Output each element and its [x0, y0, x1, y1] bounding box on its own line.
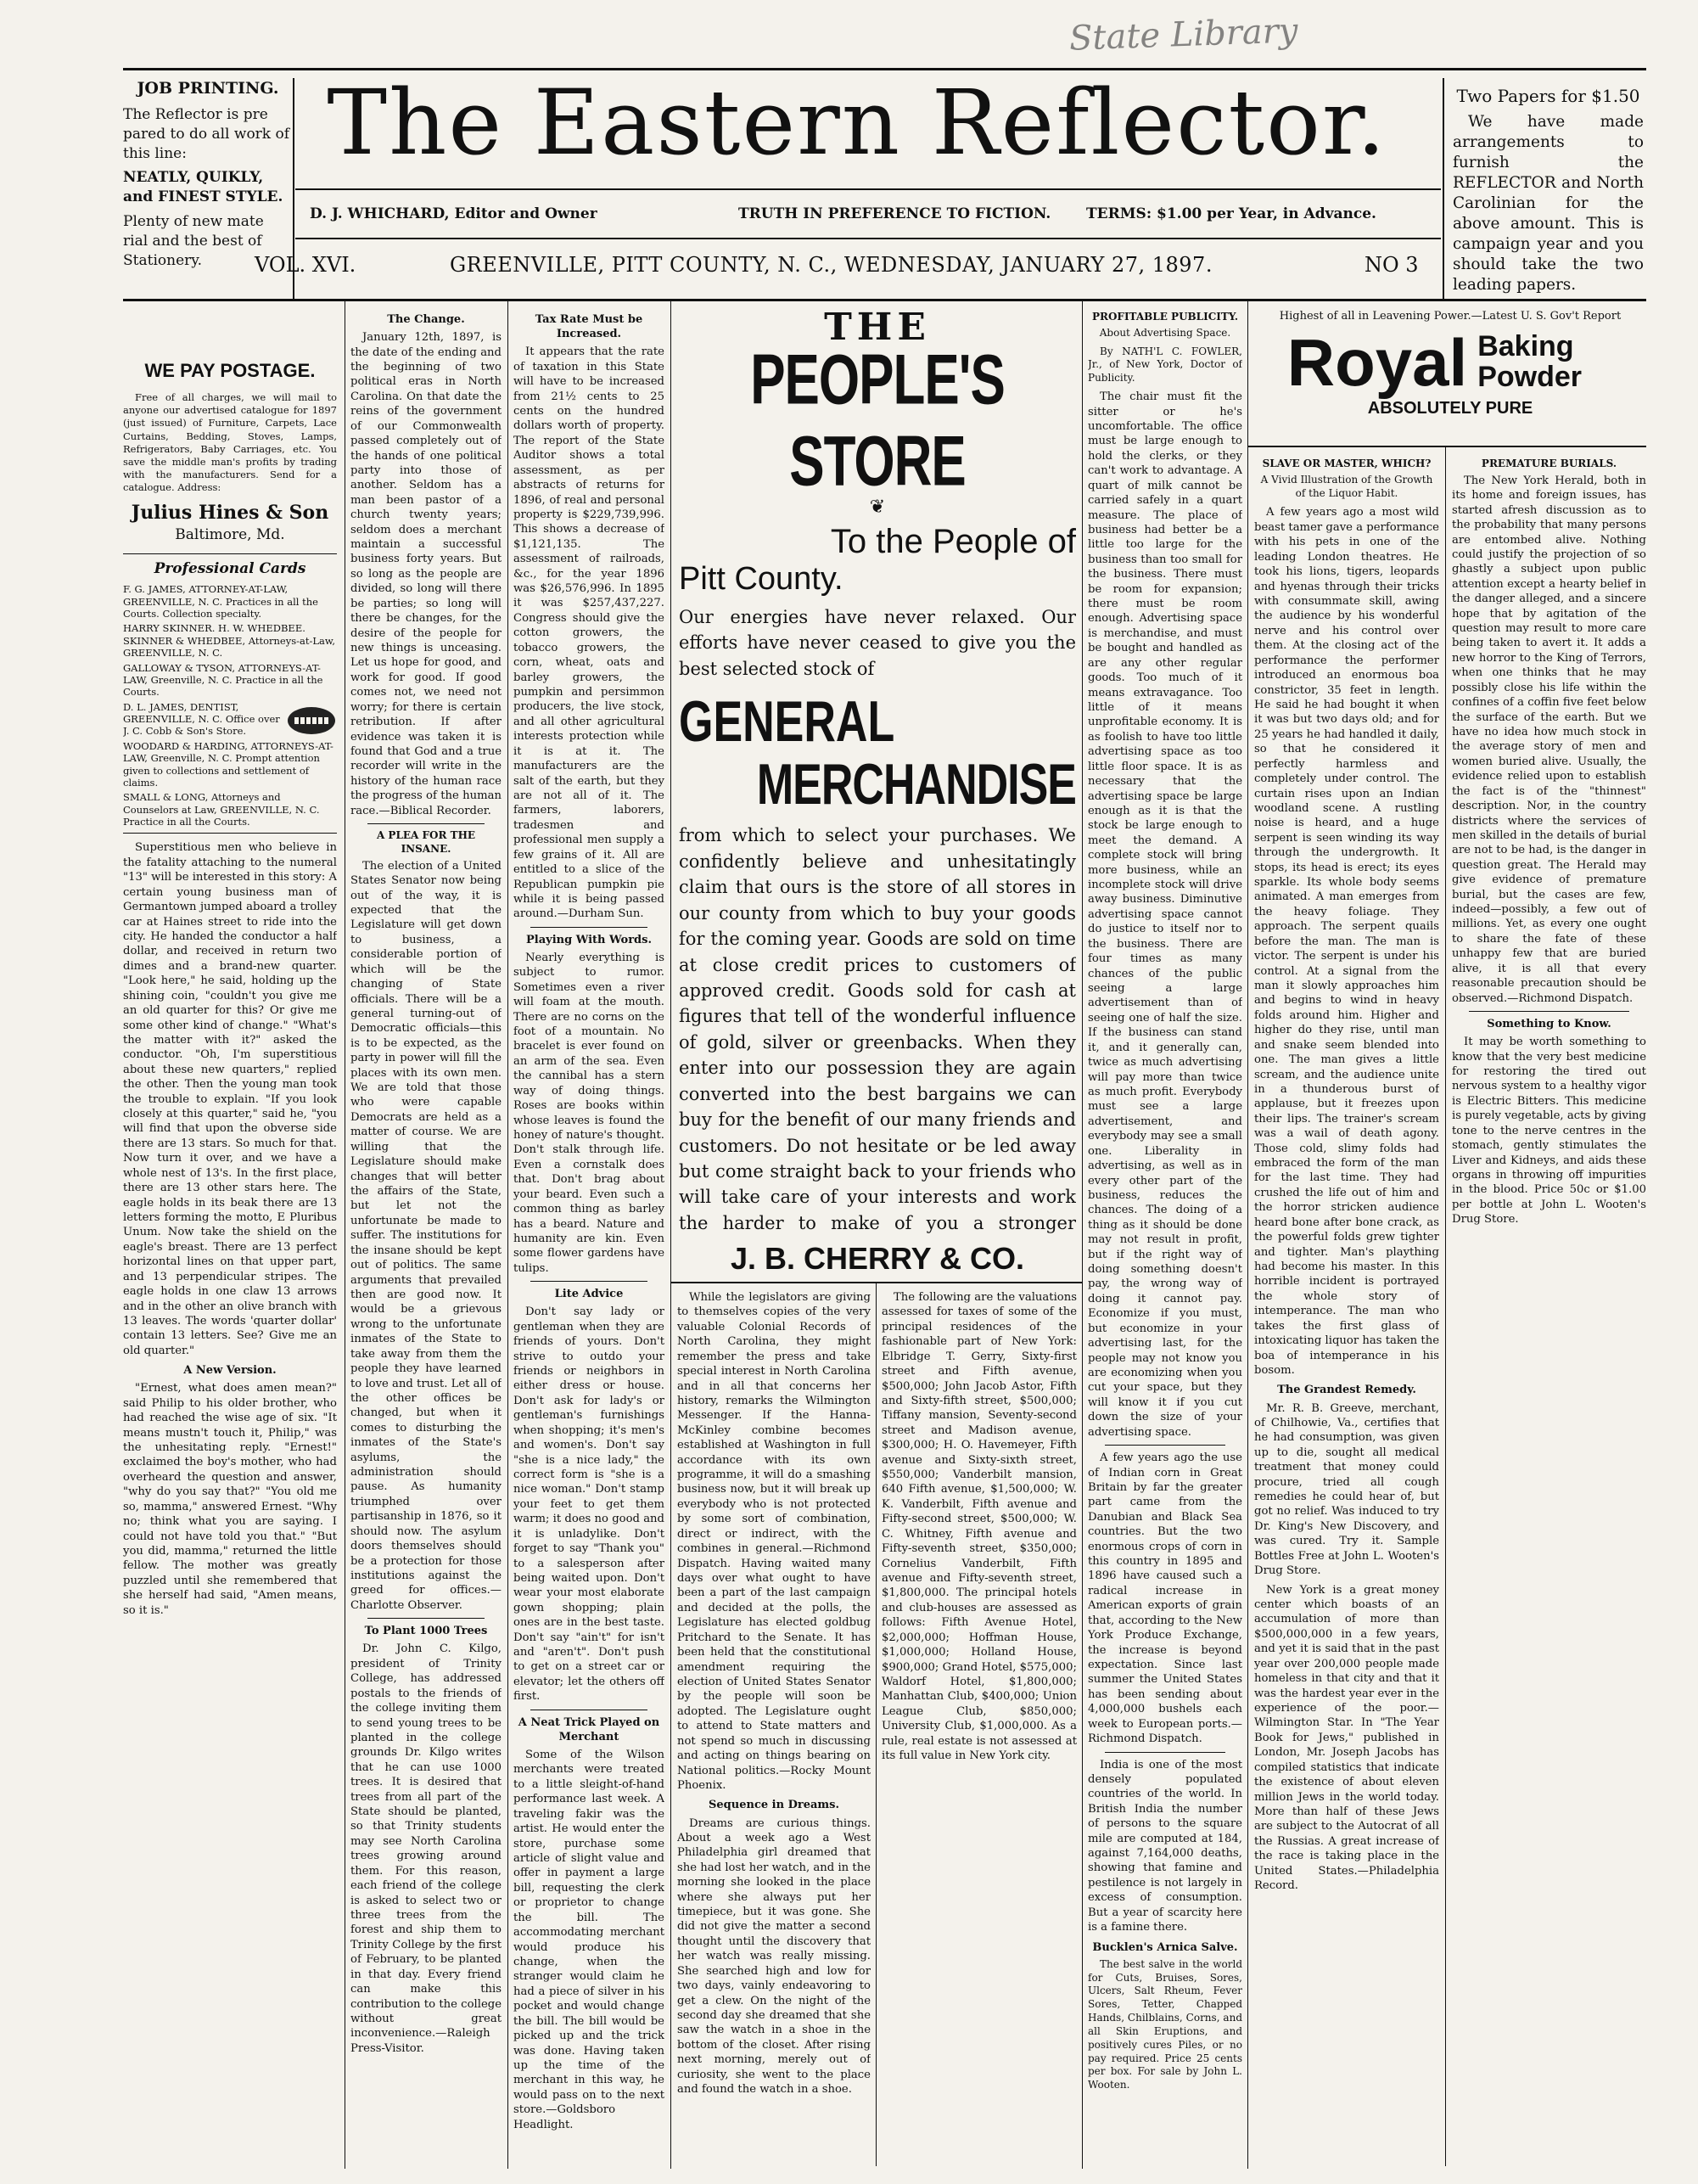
card: WOODARD & HARDING, ATTORNEYS-AT-LAW, Greenville, N. C. Prompt attention given to collections and settlement of claims.	[123, 739, 333, 789]
ear-line3: Plenty of new mate rial and the best of Stationery.	[123, 213, 264, 270]
india-article: India is one of the most densely populated countries of the world. In British India the number of persons to the square mile are computed at 184, against 7,164,000 deaths, showing that famine and pestilence is not largely in excess of consumption. But a year of scarcity here is a famine there.	[1088, 1758, 1242, 1934]
ad-tagline2: Pitt County.	[679, 561, 843, 597]
publicity-byline: By NATH'L C. FOWLER, Jr., of New York, Doctor of Publicity.	[1088, 345, 1242, 385]
corn-article: A few years ago the use of Indian corn in Great Britain by far the greater part came from the Danubian and Black Sea countries. But the two enormous crops of corn in this country in 1895 and 1896 have caused such a radical increase in American exports of grain that, according to the New York Produce Exchange, the increase is beyond expectation. Since last summer the United States has been sending about 4,000,000 bushels each week to European ports.—Richmond Dispatch.	[1088, 1451, 1242, 1746]
insane-article: The election of a United States Senator now being out of the way, it is expected that the Legislature will get down to business, a considerable portion of which will be the changing of State officials. There will be a general turning-out of Democratic officials—this is to be expected, as the party in power will fill the places with its own men. We are told that those who were capable Democrats are held as a matter of course. We are willing that the Legislature should make changes that will better the affairs of the State, but let not the unfortunate be made to suffer. The institutions for the insane should be kept out of politics. The same arguments that prevailed then are good now. It would be a grievous wrong to the unfortunate inmates of the State to take away from them the people they have learned to love and trust. Let all of the other offices be changed, but when it comes to disturbing the inmates of the State's asylums, the administration should pause. As humanity triumphed over partisanship in 1876, so it should now. The asylum doors themselves should be a protection for those institutions against the greed for offices.—Charlotte Observer.	[350, 859, 502, 1612]
arnica-title: Bucklen's Arnica Salve.	[1092, 1940, 1238, 1954]
royal-word: Royal	[1286, 325, 1468, 400]
dateline-rule	[123, 299, 1646, 301]
column-4a	[677, 1290, 871, 2164]
ear-right-text: We have made arrangements to furnish the REFLECTOR and North Carolinian for the above amount. This is campaign year and you should take the two leading papers.	[1453, 113, 1644, 295]
ear-right-title: Two Papers for $1.50	[1456, 86, 1640, 106]
ad-general: GENERAL	[679, 690, 895, 755]
royal-pure: ABSOLUTELY PURE	[1367, 399, 1533, 418]
trees-article: Dr. John C. Kilgo, president of Trinity College, has addressed postals to the friends of the college inviting them to send young trees to be planted in the college grounds Dr. Kilgo writes that he can use 1000 trees. It is desired that trees from all part of the State should be planted, so that Trinity students may see North Carolina trees growing around them. For this reason, each friend of the college is asked to select two or three trees from the forest and ship them to Trinity College by the first of February, to be planted in that day. Every friend can make this contribution to the college without great inconvenience.—Raleigh Press-Visitor.	[350, 1642, 502, 2055]
dreams-title: Sequence in Dreams.	[709, 1799, 839, 1812]
new-version-story: "Ernest, what does amen mean?" said Philip to his older brother, who had reached the wise age of six. "It means mustn't touch it, Philip," was the unhesitating reply. "Ernest!" exclaimed the boy's mother, who had overheard the question and answer, "why do you say that?" "You old me so, mamma," answered Ernest. "Why no; think what you are saying. I could not have told you that." "But you did, mamma," returned the little fellow. The mother was greatly puzzled until she remembered that she herself had said, "Amen means, so it is."	[123, 1382, 337, 1617]
ad-intro: Our energies have never relaxed. Our efforts have never ceased to give you the best selected stock of	[679, 607, 1076, 679]
burials-title: PREMATURE BURIALS.	[1481, 458, 1617, 469]
merchant-article: Some of the Wilson merchants were treated to a little sleight-of-hand performance last week. A traveling fakir was the artist. He would enter the store, purchase some article of slight value and offer in payment a large bill, requesting the clerk or proprietor to change the bill. The accommodating merchant would produce his change, when the stranger would claim he had a piece of silver in his pocket and would change the bill. The bill would be picked up and the trick was done. Having taken up the time of the merchant in this way, he would pass on to the next store.—Goldsboro Headlight.	[513, 1749, 664, 2131]
terms-line: TERMS: $1.00 per Year, in Advance.	[1086, 205, 1376, 222]
know-title: Something to Know.	[1487, 1018, 1611, 1031]
column-4b	[882, 1290, 1077, 2164]
ear-line2: NEATLY, QUIKLY, and FINEST STYLE.	[123, 169, 283, 206]
merchant-title: A Neat Trick Played on Merchant	[518, 1715, 660, 1743]
library-stamp: State Library	[1068, 11, 1299, 59]
news-article: New York is a great money center which boasts of an accumulation of more than $500,000,000 in a few years, and yet it is said that in the past year over 200,000 people made homeless in that city and that it was the hardest year ever in the experience of the poor.—Wilmington Star. In "The Year Book for Jews," published in London, Mr. Joseph Jacobs has compiled statistics that indicate the existence of about eleven million Jews in the world today. More than half of these Jews are subject to the Autocrat of all the Russias. A great increase of the race is taking place in the United States.—Philadelphia Record.	[1254, 1583, 1439, 1893]
editor-line: D. J. WHICHARD, Editor and Owner	[310, 205, 597, 222]
col-rule-6a	[1445, 447, 1446, 2166]
tax-article: It appears that the rate of taxation in this State will have to be increased from 21½ cents to 25 cents on the hundred dollars worth of property. The report of the State Auditor shows a total assessment, as per abstracts of returns for 1896, of real and personal property is $229,739,996. This shows a decrease of $1,121,135. The assessment of railroads, &c., for the year 1896 was $26,576,996. In 1895 it was $257,437,227. Congress should give the cotton growers, the tobacco growers, the corn, wheat, oats and barley growers, the pumpkin and persimmon producers, the live stock, and all other agricultural interests protection while it is at it. The manufacturers are the salt of the earth, but they are not all of it. The farmers, laborers, tradesmen and professional men supply a few grains of it. All are entitled to a slice of the Republican pumpkin pie while it is being passed around.—Durham Sun.	[513, 345, 664, 921]
ad-tagline1: To the People of	[830, 523, 1076, 560]
insane-title: A PLEA FOR THE INSANE.	[376, 829, 476, 855]
lit-article: Don't say lady or gentleman when they are friends of yours. Don't strive to outdo your friends or neighbors in either dress or house. Don't ask for lady's or gentleman's furnishings when shopping; it's men's and women's. Don't say "she is a nice lady," the correct form is "she is a nice woman." Don't stamp your feet to get them warm; it does no good and it is unladylike. Don't forget to say "Thank you" to a salesperson after being waited upon. Don't wear your most elaborate gown shopping; plain ones are in the best taste. Don't say "ain't" for isn't and "aren't". Don't push to get on a street car or elevator; let the others off first.	[513, 1305, 664, 1704]
ad-the: THE	[824, 306, 931, 349]
new-version-title: A New Version.	[183, 1364, 277, 1378]
tax-title: Tax Rate Must be Increased.	[535, 313, 643, 341]
change-title: The Change.	[387, 313, 465, 326]
editor-rule-bottom	[295, 238, 1441, 239]
motto-line: TRUTH IN PREFERENCE TO FICTION.	[738, 205, 1051, 222]
burials-article: The New York Herald, both in its home and foreign issues, has started afresh discussion as to the probability that many persons are entombed alive. Nothing could justify the projection of so ghastly a subject upon public attention except a hearty belief in the danger alleged, and a sincere hope that by agitation of the question may result to more care being taken to avert it. It adds a new horror to the King of Terrors, when one thinks that he may possibly close his life within the confines of a coffin five feet below the surface of the earth. But we have no idea how much stock in the average story of men and women buried alive. Usually, the evidence relied upon to establish the fact is of the "thinnest" description. Nor, in the country districts where the services of men skilled in the details of burial are not to be had, is the danger in question great. The Herald may give evidence of premature burial, but the cases are few, indeed—possibly, a few out of millions. Yet, as every one ought to share the fate of these unhappy few that are buried alive, it is all that every reasonable precaution should be observed.—Richmond Dispatch.	[1452, 474, 1646, 1005]
column-2	[350, 307, 502, 2166]
col-rule-3	[670, 301, 671, 2169]
hines-firm: Julius Hines & Son	[131, 502, 329, 525]
issue-number: NO 3	[1365, 253, 1419, 277]
card: F. G. JAMES, ATTORNEY-AT-LAW, GREENVILLE, N. C. Practices in all the Courts. Collection specialty.	[123, 583, 318, 620]
dreams-article: Dreams are curious things. About a week ago a West Philadelphia girl dreamed that she had lost her watch, and in the morning she looked in the place where she always put her timepiece, but it was gone. She did not give the matter a second thought until the discovery that her watch was really missing. She searched high and low for two days, vainly endeavoring to get a clew. On the night of the second day she dreamed that she saw the watch in a shoe in the bottom of the closet. After rising next morning, merely out of curiosity, she went to the place and found the watch in a shoe.	[677, 1816, 871, 2097]
royal-ad	[1254, 310, 1646, 418]
slave-article: A few years ago a most wild beast tamer gave a performance with his pets in one of the leading London theatres. He took his lions, tigers, leopards and hyenas through their tricks with consummate skill, awing the audience by his wonderful nerve and his control over them. At the closing act of the performance the performer introduced an enormous boa constrictor, 35 feet in length. He said he had bought it when it was but two days old; and for 25 years he had handled it daily, so that he considered it perfectly harmless and completely under control. The curtain rises upon an Indian woodland scene. A rustling noise is heard, and a huge serpent is seen winding its way through the undergrowth. It stops, its head is erect; its eyes sparkle. Its whole body seems animated. A man emerges from the heavy foliage. They approach. The serpent quails before the man. The man is victor. The serpent is under his control. At a signal from the man it slowly approaches him and begins to wind in heavy folds around him. Higher and higher do they rise, until man and snake seem blended into one. The man gives a little scream, and the audience unite in a thunderous burst of applause, but it freezes upon their lips. The trainer's scream was a wail of death agony. Those cold, slimy folds had embraced the form of the man for the last time. They had crushed the life out of him and the horror stricken audience heard bone after bone crack, as the powerful folds grew tighter and tighter. Man's plaything had become his master. In this horrible incident is portrayed the whole story of intemperance. The man who takes the first glass of intoxicating liquor has taken the boa of intemperance in his bosom.	[1254, 506, 1439, 1377]
ear-title: JOB PRINTING.	[137, 79, 279, 98]
column-6a	[1254, 454, 1439, 2164]
postage-title: WE PAY POSTAGE.	[144, 360, 316, 381]
column-1	[123, 307, 337, 2166]
postage-text: Free of all charges, we will mail to anyone our advertised catalogue for 1897 (just issued) of Furniture, Carpets, Lace Curtains, Bedding, Stoves, Lamps, Refrigerators, Baby Carriages, etc. You save the middle man's profits by trading with the manufacturers. Send for a catalogue. Address:	[123, 391, 337, 494]
royal-top: Highest of all in Leavening Power.—Latest U. S. Gov't Report	[1279, 310, 1622, 323]
ad-merchandise: MERCHANDISE	[756, 753, 1076, 818]
two-papers-ear	[1453, 85, 1644, 295]
remedy-title: The Grandest Remedy.	[1277, 1384, 1416, 1397]
col-rule-5	[1247, 301, 1248, 2169]
masthead-title: The Eastern Reflector.	[327, 70, 1387, 175]
royal-baking: Baking Powder	[1477, 330, 1583, 393]
card: D. L. JAMES, DENTIST, GREENVILLE, N. C. Office over J. C. Cobb & Son's Store.	[123, 700, 280, 738]
slave-sub: A Vivid Illustration of the Growth of the Liquor Habit.	[1260, 473, 1433, 499]
values-article: The following are the valuations assessed for taxes of some of the principal residences of the fashionable part of New York: Elbridge T. Gerry, Sixty-first street and Fifth avenue, $500,000; John Jacob Astor, Fifth and Sixty-fifth street, $500,000; Tiffany mansion, Seventy-second street and Madison avenue, $300,000; H. O. Havemeyer, Fifth avenue and Sixty-sixth street, $550,000; Vanderbilt mansion, 640 Fifth avenue, $1,500,000; W. K. Vanderbilt, Fifth avenue and Fifty-second street, $500,000; W. C. Whitney, Fifth avenue and Fifty-seventh street, $350,000; Cornelius Vanderbilt, Fifth avenue and Fifty-seventh street, $1,800,000. The principal hotels and club-houses are assessed as follows: Fifth Avenue Hotel, $2,000,000; Hoffman House, $1,000,000; Holland House, $900,000; Grand Hotel, $575,000; Waldorf Hotel, $1,800,000; Manhattan Club, $400,000; Union League Club, $850,000; University Club, $1,000,000. As a rule, real estate is not assessed at its full value in New York city.	[882, 1291, 1077, 1763]
column-3	[513, 307, 664, 2166]
job-printing-ear	[123, 78, 293, 271]
editor-rule-top	[295, 188, 1441, 190]
trees-title: To Plant 1000 Trees	[364, 1625, 488, 1638]
ad-body: from which to select your purchases. We confidently believe and unhesitatingly claim that ours is the store of all stores in our county from which to buy your goods for the coming year. Goods are sold on time at close credit prices to customers of approved credit. Goods sold for cash at figures that tell of the wonderful influence of gold, silver or greenbacks. When they enter into our possession they are again converted into the best bargains we can buy for the benefit of our many friends and customers. Do not hesitate or be led away but come straight back to your friends who will take care of your interests and work the harder to make of you a stronger	[679, 825, 1076, 1233]
ad-firm: J. B. CHERRY & CO.	[730, 1241, 1025, 1276]
col-rule-4	[1082, 301, 1083, 2169]
slave-title: SLAVE OR MASTER, WHICH?	[1262, 458, 1432, 469]
change-article: January 12th, 1897, is the date of the ending and the beginning of two political eras in North Carolina. On that date the reins of the government of our Commonwealth passed completely out of the hands of one political party into those of another. Seldom has a man been pastor of a church twenty years; seldom does a merchant maintain a successful business forty years. But so long as the people are divided, so long will there be parties; so long will there be changes, for the desire of the people for new things is unceasing. Let us hope for good, and work for good. If good comes not, we need not worry; for there is certain retribution. If after evidence was taken it is found that God and a true recorder will write in the history of the human race the progress of the human race.—Biblical Recorder.	[350, 331, 502, 817]
prof-cards	[123, 583, 337, 828]
publicity-sub: About Advertising Space.	[1099, 326, 1231, 339]
lit-title: Lite Advice	[554, 1288, 624, 1301]
card: GALLOWAY & TYSON, ATTORNEYS-AT-LAW, Greenville, N. C. Practice in all the Courts.	[123, 661, 323, 699]
column-6b	[1452, 454, 1646, 2164]
hines-city: Baltimore, Md.	[175, 526, 285, 544]
know-article: It may be worth something to know that the very best medicine for restoring the tired out nervous system to a healthy vigor is Electric Bitters. This medicine is purely vegetable, acts by giving tone to the nerve centres in the stomach, gently stimulates the Liver and Kidneys, and aids these organs in throwing off impurities in the blood. Price 50c or $1.00 per bottle at John L. Wooten's Drug Store.	[1452, 1036, 1646, 1227]
publicity-article: The chair must fit the sitter or he's uncomfortable. The office must be large enough to hold the clerks, or they can't work to advantage. A quart of milk cannot be carried safely in a quart measure. The place of business had better be a little too large for the business than too small for the business. There must be room for expansion; there must be room enough. Advertising space is merchandise, and must be bought and handled as are any other regular goods. Too much of it means extravagance. Too little of it means unprofitable economy. It is as foolish to have too little advertising space as too little floor space. It is as necessary that the advertising space be large enough as it is that the stock be large enough to meet the demand. A complete stock will bring more business, while an incomplete stock will drive away business. Diminutive advertising space cannot do justice to itself nor to the business. There are four times as many chances of the public seeing a large advertisement than of seeing one of half the size. If the business can stand it, and it generally can, twice as much advertising will pay more than twice as much profit. Everybody must see a large advertisement, and everybody may see a small one. Liberality in advertising, as well as in every other part of the business, reduces the chances. The doing of a thing as it should be done may not result in profit, but if the right way of doing something doesn't pay, the wrong way of doing it cannot pay. Economize if you must, but economize in your advertising last, for the people may not know you are economizing when you cut your space, but they will know it if you cut down the size of your advertising space.	[1088, 390, 1242, 1439]
thirteen-story: Superstitious men who believe in the fatality attaching to the numeral "13" will be interested in this story: A certain young business man of Germantown jumped aboard a trolley car at Haines street to ride into the city. He handed the conductor a half dollar, and received in return two dimes and a brand-new quarter. "Look here," he said, holding up the shining coin, "couldn't you give me an old quarter for this? Or give me some other kind of change." "What's the matter with it?" asked the conductor. "Oh, I'm superstitious about these new quarters," replied the other. Then the young man took the trouble to explain. "If you look closely at this quarter," said he, "you will find that upon the obverse side there are 13 stars. So much for that. Now turn it over, and we have a whole nest of 13's. In the first place, there are 13 other stars here. The eagle holds in its beak there are 13 letters forming the motto, E Pluribus Unum. Now take the shield on the eagle's breast. There are 13 perfect horizontal lines on that upper part, and 13 perpendicular stripes. The eagle holds in one claw 13 arrows and in the other an olive branch with 13 leaves. The words 'quarter dollar' contain 13 letters. See? Give me an old quarter."	[123, 841, 337, 1357]
words-title: Playing With Words.	[526, 933, 652, 946]
peoples-store-ad	[679, 306, 1076, 1239]
ad-title: PEOPLE'S STORE	[750, 340, 1005, 502]
col-rule-4a	[876, 1283, 877, 2166]
volume-number: VOL. XVI.	[255, 253, 356, 277]
teeth-icon	[286, 704, 337, 738]
dateline: GREENVILLE, PITT COUNTY, N. C., WEDNESDAY, JANUARY 27, 1897.	[450, 253, 1213, 277]
column-5	[1088, 307, 1242, 2166]
prof-cards-title: Professional Cards	[154, 559, 306, 577]
ear-line1: The Reflector is pre pared to do all work of this line:	[123, 105, 290, 162]
col-rule-2	[507, 301, 508, 2169]
arnica-article: The best salve in the world for Cuts, Bruises, Sores, Ulcers, Salt Rheum, Fever Sores, Tetter, Chapped Hands, Chilblains, Corns, and all Skin Eruptions, and positively cures Piles, or no pay required. Price 25 cents per box. For sale by John L. Wooten.	[1088, 1957, 1242, 2091]
ear-divider-right	[1443, 78, 1444, 299]
card: HARRY SKINNER. H. W. WHEDBEE. SKINNER & WHEDBEE, Attorneys-at-Law, GREENVILLE, N. C.	[123, 622, 336, 660]
publicity-title: PROFITABLE PUBLICITY.	[1091, 311, 1239, 323]
remedy-article: Mr. R. B. Greeve, merchant, of Chilhowie, Va., certifies that he had consumption, was given up to die, sought all medical treatment that money could procure, tried all cough remedies he could hear of, but got no relief. Was induced to try Dr. King's New Discovery, and was cured. Try it. Sample Bottles Free at John L. Wooten's Drug Store.	[1254, 1401, 1439, 1578]
card: SMALL & LONG, Attorneys and Counselors at Law, GREENVILLE, N. C. Practice in all the Courts.	[123, 791, 320, 828]
royal-rule	[1247, 446, 1646, 447]
words-article: Nearly everything is subject to rumor. Sometimes even a river will foam at the mouth. There are no corns on the foot of a mountain. No bracelet is ever found on an arm of the sea. Even the cannibal has a stern way of doing things. Roses are books within whose leaves is found the honey of nature's thought. Don't stalk through life. Even a cornstalk does that. Don't brag about your beard. Even such a common thing as barley has a beard. Nature and humanity are kin. Even some flower gardens have tulips.	[513, 951, 664, 1275]
legislators-article: While the legislators are giving to themselves copies of the very valuable Colonial Records of North Carolina, they might remember the press and take special interest in North Carolina and in all that concerns her history, remarks the Wilmington Messenger. If the Hanna-McKinley combine becomes established at Washington in full accordance with its own programme, it will do a smashing business now, but it will break up everybody who is not protected by some sort of combination, direct or indirect, with the combines in general.—Richmond Dispatch. Having waited many days over what ought to have been a part of the last campaign and decided at the polls, the Legislature has elected goldbug Pritchard to the Senate. It has been held that the constitutional amendment requiring the election of United States Senator by the people will soon be adopted. The Legislature ought to attend to State matters and not spend so much in discussing and acting on things bearing on National politics.—Rocky Mount Phoenix.	[677, 1291, 871, 1792]
ad-ornament: ❦	[869, 497, 886, 518]
